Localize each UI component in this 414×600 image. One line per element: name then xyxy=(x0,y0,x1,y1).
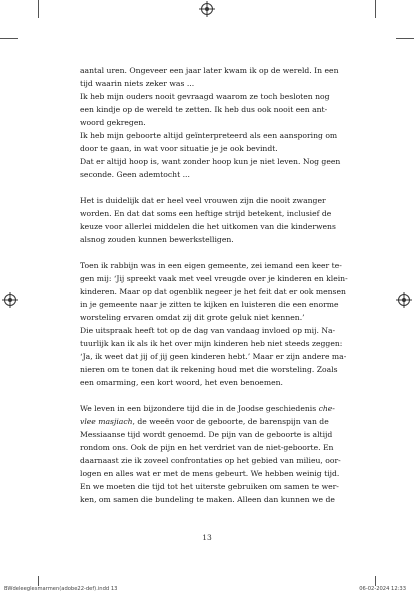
italic-term: che- xyxy=(318,404,335,413)
text-line: Dat er altijd hoop is, want zonder hoop kun je niet leven. Nog geen xyxy=(80,157,341,166)
paragraph-2 xyxy=(80,194,334,246)
text-line: Messiaanse tijd wordt genoemd. De pijn van de geboorte is altijd xyxy=(80,430,333,439)
text-line: Toen ik rabbijn was in een eigen gemeente, zei iemand een keer te- xyxy=(80,261,342,270)
paragraph-3 xyxy=(80,259,348,389)
text-line: rondom ons. Ook de pijn en het verdriet van de niet-geboorte. En xyxy=(80,443,334,452)
text-line xyxy=(80,402,334,415)
text-line: ken, om samen die bundeling te maken. Alleen dan kunnen we de xyxy=(80,495,335,504)
text-line: keuze voor allerlei middelen die het uitkomen van die kinderwens xyxy=(80,222,336,231)
text-line: tijd waarin niets zeker was ... xyxy=(80,79,195,88)
text-line: worsteling ervaren omdat zij dit grote geluk niet kennen.’ xyxy=(80,313,305,322)
crop-mark-top-right xyxy=(375,0,376,18)
text-line: in je gemeente naar je zitten te kijken en luisteren die een enorme xyxy=(80,300,339,309)
text-line: woord gekregen. xyxy=(80,118,146,127)
text-line: door te gaan, in wat voor situatie je je ook bevindt. xyxy=(80,144,278,153)
text-fragment: We leven in een bijzondere tijd die in de Joodse geschiedenis xyxy=(80,404,319,413)
crop-mark-left-top xyxy=(0,38,18,39)
paragraph-1 xyxy=(80,64,341,181)
slug-date: 06-02-2024 12:33 xyxy=(359,586,406,592)
text-line: tuurlijk kan ik als ik het over mijn kinderen heb niet steeds zeggen: xyxy=(80,339,343,348)
crop-mark-top-left xyxy=(38,0,39,18)
crop-mark-bottom-right xyxy=(375,576,376,586)
text-line: alsnog zouden kunnen bewerkstelligen. xyxy=(80,235,234,244)
text-line: logen en alles wat er met de mens gebeurt. We hebben weinig tijd. xyxy=(80,469,340,478)
crop-mark-bottom-left xyxy=(38,576,39,586)
text-line: vlee masjiach, de weeën voor de geboorte, de barenspijn van de xyxy=(80,417,329,426)
text-line: Het is duidelijk dat er heel veel vrouwen zijn die nooit zwanger xyxy=(80,196,326,205)
registration-mark-top xyxy=(201,3,213,15)
text-line: Die uitspraak heeft tot op de dag van vandaag invloed op mij. Na- xyxy=(80,326,336,335)
text-line: een kindje op de wereld te zetten. Ik heb dus ook nooit een ant- xyxy=(80,105,328,114)
text-line: een omarming, een kort woord, het even benoemen. xyxy=(80,378,283,387)
text-line: gen mij: ‘Jij spreekt vaak met veel vreugde over je kinderen en klein- xyxy=(80,274,348,283)
text-line: kinderen. Maar op dat ogenblik negeer je het feit dat er ook mensen xyxy=(80,287,346,296)
paragraph-4 xyxy=(80,402,341,506)
registration-mark-left xyxy=(4,294,16,306)
text-line: aantal uren. Ongeveer een jaar later kwam ik op de wereld. In een xyxy=(80,66,339,75)
text-line: seconde. Geen ademtocht ... xyxy=(80,170,190,179)
text-line: nieren om te tonen dat ik rekening houd met die worsteling. Zoals xyxy=(80,365,338,374)
italic-term: vlee masjiach xyxy=(80,417,133,426)
text-line: ‘Ja, ik weet dat jij of jij geen kinderen hebt.’ Maar er zijn andere ma- xyxy=(80,352,347,361)
crop-mark-right-top xyxy=(396,38,414,39)
text-line: daarnaast zie ik zoveel confrontaties op het gebied van milieu, oor- xyxy=(80,456,341,465)
text-line: Ik heb mijn ouders nooit gevraagd waarom ze toch besloten nog xyxy=(80,92,330,101)
page-number: 13 xyxy=(202,533,212,542)
text-line: En we moeten die tijd tot het uiterste gebruiken om samen te wer- xyxy=(80,482,339,491)
registration-mark-right xyxy=(398,294,410,306)
text-line: Ik heb mijn geboorte altijd geïnterpreteerd als een aansporing om xyxy=(80,131,338,140)
slug-filename: BWdeleeglesmarmen(adobe22-def).indd 13 xyxy=(4,586,118,592)
text-line: worden. En dat dat soms een heftige strijd betekent, inclusief de xyxy=(80,209,332,218)
body-text xyxy=(80,64,348,506)
